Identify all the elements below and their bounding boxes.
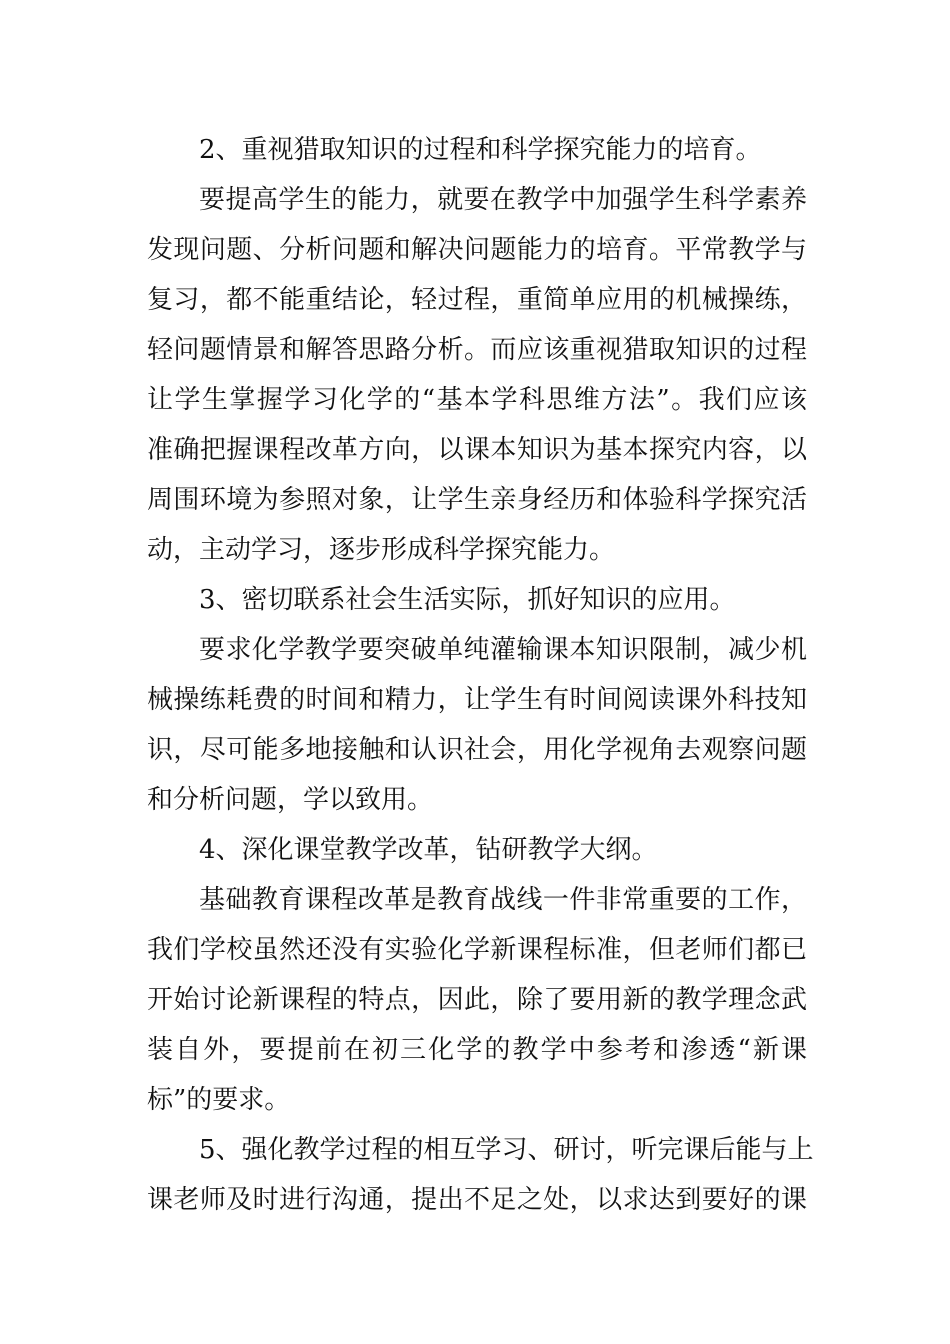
- paragraph-line: 复习，都不能重结论，轻过程，重简单应用的机械操练，: [147, 285, 807, 315]
- heading-2: 2、重视猎取知识的过程和科学探究能力的培育。: [199, 135, 762, 165]
- paragraph-line: 械操练耗费的时间和精力，让学生有时间阅读课外科技知: [147, 685, 807, 715]
- paragraph-line: 发现问题、分析问题和解决问题能力的培育。平常教学与: [147, 235, 807, 265]
- paragraph-line: 准确把握课程改革方向，以课本知识为基本探究内容，以: [147, 435, 807, 465]
- heading-4: 4、深化课堂教学改革，钻研教学大纲。: [199, 835, 658, 865]
- paragraph-line: 标”的要求。: [147, 1085, 291, 1115]
- paragraph-line: 我们学校虽然还没有实验化学新课程标准，但老师们都已: [147, 935, 807, 965]
- paragraph-line: 识，尽可能多地接触和认识社会，用化学视角去观察问题: [147, 735, 807, 765]
- paragraph-line: 课老师及时进行沟通，提出不足之处，以求达到要好的课: [147, 1185, 807, 1215]
- paragraph-line: 动，主动学习，逐步形成科学探究能力。: [147, 535, 616, 565]
- paragraph-line: 基础教育课程改革是教育战线一件非常重要的工作，: [199, 885, 807, 915]
- paragraph-line: 周围环境为参照对象，让学生亲身经历和体验科学探究活: [147, 485, 807, 515]
- paragraph-line: 要提高学生的能力，就要在教学中加强学生科学素养: [199, 185, 807, 215]
- paragraph-line: 要求化学教学要突破单纯灌输课本知识限制，减少机: [199, 635, 807, 665]
- paragraph-line: 开始讨论新课程的特点，因此，除了要用新的教学理念武: [147, 985, 807, 1015]
- paragraph-line: 让学生掌握学习化学的“基本学科思维方法”。我们应该: [147, 385, 807, 415]
- paragraph-line: 轻问题情景和解答思路分析。而应该重视猎取知识的过程: [147, 335, 807, 365]
- paragraph-line: 和分析问题，学以致用。: [147, 785, 434, 815]
- heading-3: 3、密切联系社会生活实际，抓好知识的应用。: [199, 585, 736, 615]
- paragraph-line: 装自外，要提前在初三化学的教学中参考和渗透“新课: [147, 1035, 807, 1065]
- heading-5: 5、强化教学过程的相互学习、研讨，听完课后能与上: [199, 1135, 814, 1165]
